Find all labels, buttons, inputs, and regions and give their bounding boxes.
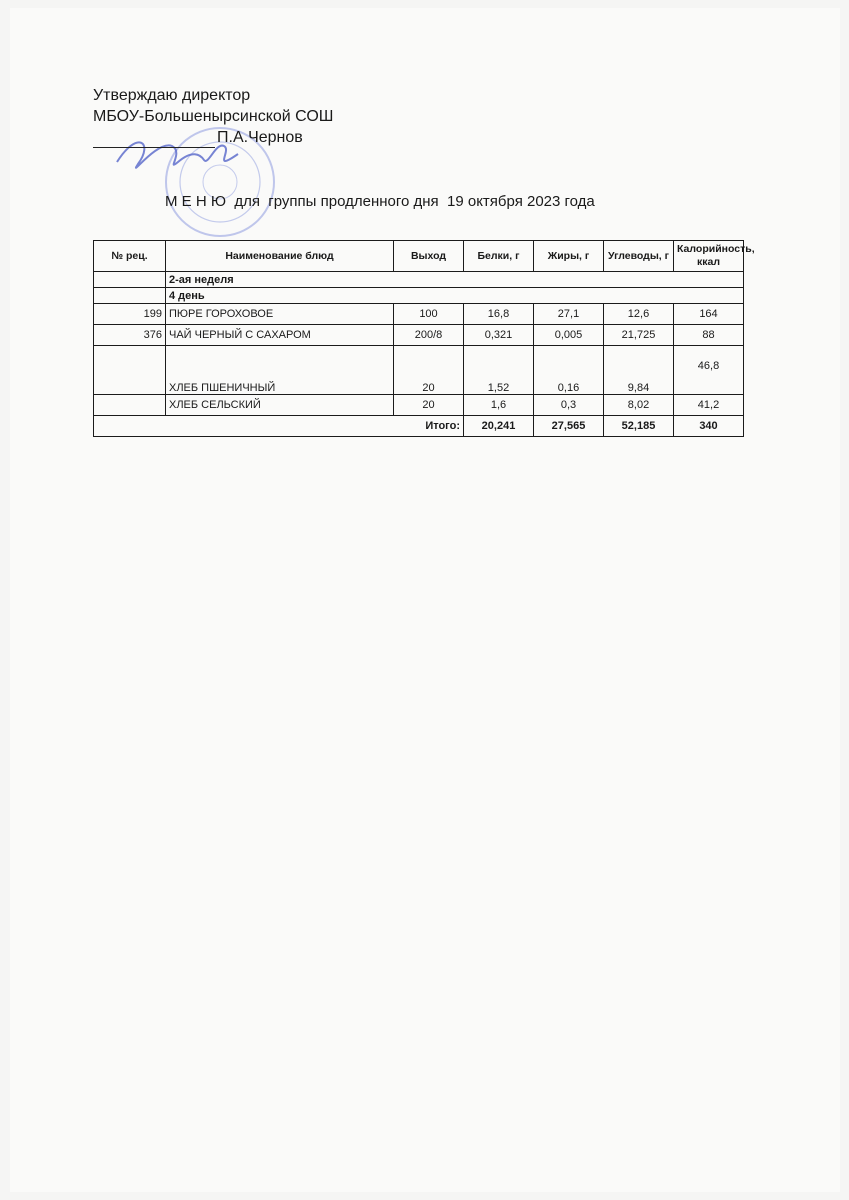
dish-kcal: 164	[674, 304, 744, 325]
recipe-number: 376	[94, 325, 166, 346]
day-row	[94, 288, 744, 304]
recipe-number	[94, 395, 166, 416]
dish-name: ХЛЕБ ПШЕНИЧНЫЙ	[166, 346, 394, 395]
total-row	[94, 416, 744, 437]
table-row	[94, 395, 744, 416]
menu-table	[93, 240, 755, 437]
signature-line	[93, 127, 333, 148]
total-label: Итого:	[94, 416, 464, 437]
total-fat: 27,565	[534, 416, 604, 437]
dish-protein: 16,8	[464, 304, 534, 325]
dish-name: ХЛЕБ СЕЛЬСКИЙ	[166, 395, 394, 416]
dish-fat: 0,16	[534, 346, 604, 395]
dish-output: 20	[394, 346, 464, 395]
dish-fat: 27,1	[534, 304, 604, 325]
dish-carbs: 21,725	[604, 325, 674, 346]
dish-output: 100	[394, 304, 464, 325]
total-kcal: 340	[674, 416, 744, 437]
header-output: Выход	[394, 241, 464, 272]
header-kcal: Калорийность, ккал	[674, 241, 744, 272]
recipe-number: 199	[94, 304, 166, 325]
table-row	[94, 304, 744, 325]
signature-underline	[93, 147, 215, 148]
dish-name: ЧАЙ ЧЕРНЫЙ С САХАРОМ	[166, 325, 394, 346]
table-row	[94, 325, 744, 346]
approval-title: Утверждаю директор	[93, 87, 251, 104]
dish-protein: 1,52	[464, 346, 534, 395]
dish-output: 200/8	[394, 325, 464, 346]
header-fat: Жиры, г	[534, 241, 604, 272]
approval-block	[93, 85, 333, 148]
dish-protein: 1,6	[464, 395, 534, 416]
total-carbs: 52,185	[604, 416, 674, 437]
dish-carbs: 12,6	[604, 304, 674, 325]
header-recipe-number: № рец.	[94, 241, 166, 272]
dish-protein: 0,321	[464, 325, 534, 346]
header-dish-name: Наименование блюд	[166, 241, 394, 272]
total-protein: 20,241	[464, 416, 534, 437]
dish-name: ПЮРЕ ГОРОХОВОЕ	[166, 304, 394, 325]
dish-kcal: 88	[674, 325, 744, 346]
week-row	[94, 272, 744, 288]
dish-carbs: 8,02	[604, 395, 674, 416]
menu-title: М Е Н Ю для группы продленного дня 19 октября 2023 года	[165, 193, 595, 210]
dish-kcal: 41,2	[674, 395, 744, 416]
header-protein: Белки, г	[464, 241, 534, 272]
dish-fat: 0,005	[534, 325, 604, 346]
signer-name: П.А.Чернов	[217, 129, 303, 146]
dish-fat: 0,3	[534, 395, 604, 416]
recipe-number	[94, 346, 166, 395]
header-row	[94, 241, 744, 272]
table-row	[94, 346, 744, 395]
dish-carbs: 9,84	[604, 346, 674, 395]
dish-output: 20	[394, 395, 464, 416]
school-name: МБОУ-Большенырсинской СОШ	[93, 108, 334, 125]
day-label: 4 день	[166, 288, 744, 304]
week-label: 2-ая неделя	[166, 272, 744, 288]
header-carbs: Углеводы, г	[604, 241, 674, 272]
dish-kcal: 46,8	[674, 346, 744, 395]
